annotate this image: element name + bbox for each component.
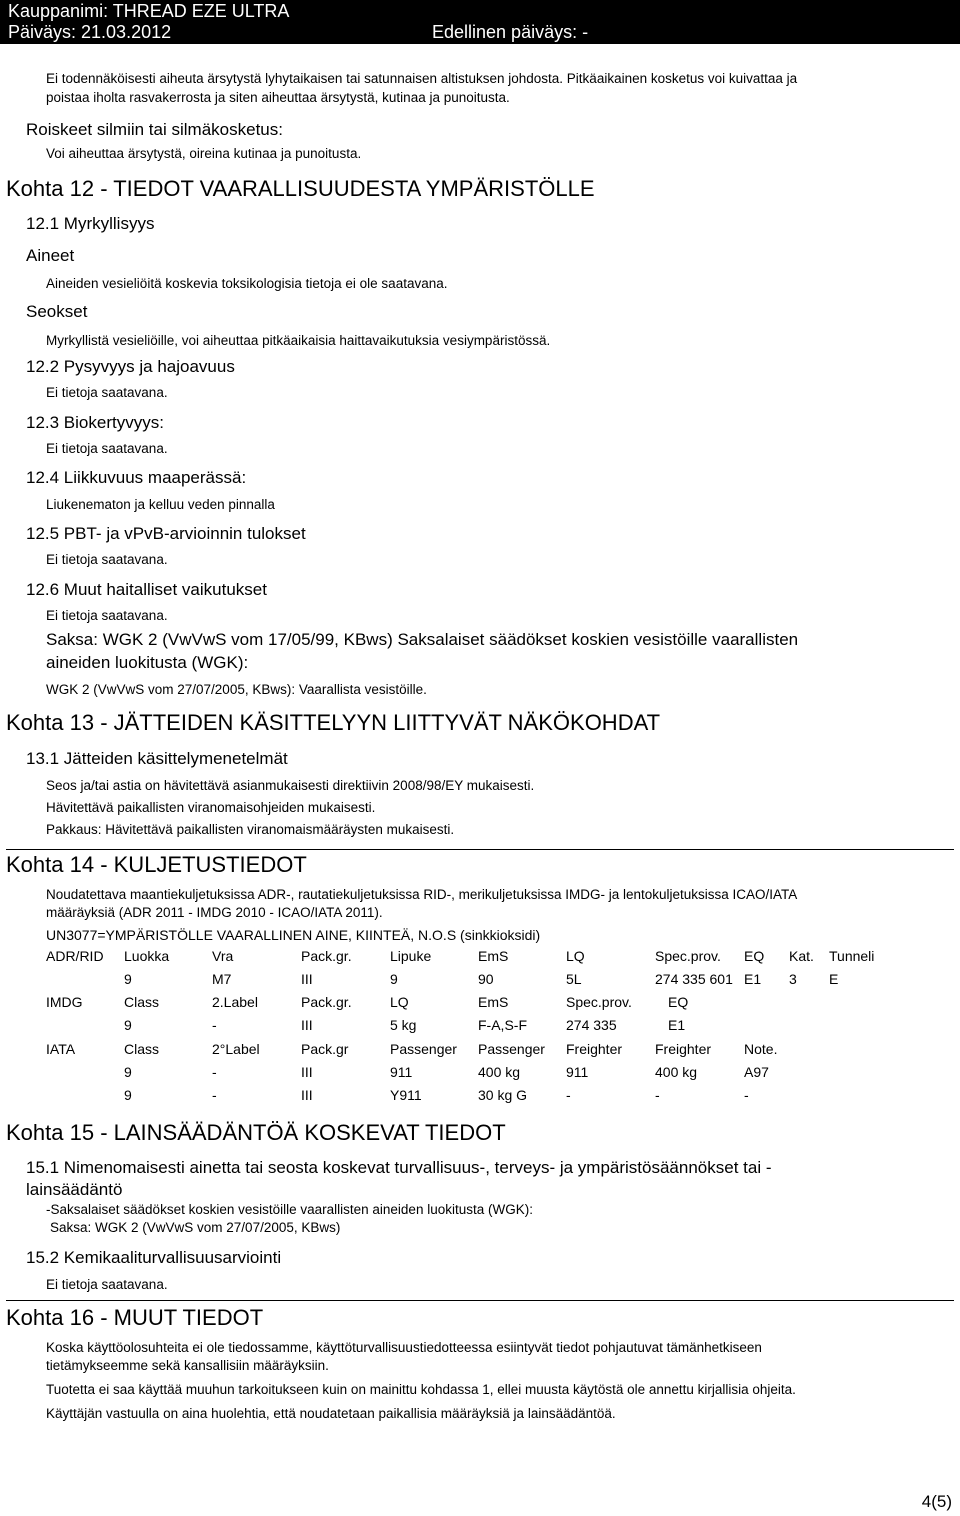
mobility-heading: 12.4 Liikkuvuus maaperässä: <box>26 468 247 487</box>
table-cell: 400 kg <box>655 1064 698 1080</box>
table-cell: EQ <box>744 948 765 964</box>
table-cell: - <box>566 1087 571 1103</box>
regulation-heading-1: 15.1 Nimenomaisesti ainetta tai seosta koskevat turvallisuus-, terveys- ja ympäristösäännökset tai - <box>26 1158 772 1177</box>
other-info-text-1: Koska käyttöolosuhteita ei ole tiedossamme, käyttöturvallisuustiedotteessa esiintyvät tiedot pohjautuvat tämänhetkiseen <box>46 1340 762 1355</box>
table-cell: 30 kg G <box>478 1087 528 1103</box>
section-15-title: Kohta 15 - LAINSÄÄDÄNTÖÄ KOSKEVAT TIEDOT <box>6 1120 506 1145</box>
table-cell: Lipuke <box>390 948 432 964</box>
waste-text-1: Seos ja/tai astia on hävitettävä asianmukaisesti direktiivin 2008/98/EY mukaisesti. <box>46 778 535 793</box>
eye-contact-text: Voi aiheuttaa ärsytystä, oireina kutinaa ja punoitusta. <box>46 146 362 161</box>
table-cell: Pack.gr <box>301 1041 349 1057</box>
mixtures-text: Myrkyllistä vesieliöille, voi aiheuttaa pitkäaikaisia haittavaikutuksia vesiympäristössä. <box>46 333 551 348</box>
table-cell: Luokka <box>124 948 170 964</box>
table-cell: Y911 <box>390 1087 422 1103</box>
bioaccumulation-text: Ei tietoja saatavana. <box>46 441 168 456</box>
waste-text-2: Hävitettävä paikallisten viranomaisohjeiden mukaisesti. <box>46 800 376 815</box>
table-cell: 3 <box>789 971 797 987</box>
table-cell: 9 <box>124 1064 132 1080</box>
table-cell: 911 <box>390 1064 413 1080</box>
table-cell: - <box>212 1017 217 1033</box>
table-cell: EQ <box>668 994 689 1010</box>
substances-text: Aineiden vesieliöitä koskevia toksikologisia tietoja ei ole saatavana. <box>46 276 448 291</box>
waste-methods-heading: 13.1 Jätteiden käsittelymenetelmät <box>26 749 288 768</box>
persistence-heading: 12.2 Pysyvyys ja hajoavuus <box>26 357 235 376</box>
table-cell: M7 <box>212 971 232 987</box>
skin-text-2: poistaa iholta rasvakerrosta ja siten aiheuttaa ärsytystä, kutinaa ja punoitusta. <box>46 90 510 105</box>
section-16-title: Kohta 16 - MUUT TIEDOT <box>6 1305 264 1330</box>
table-cell: Spec.prov. <box>655 948 721 964</box>
transport-text-2: määräyksiä (ADR 2011 - IMDG 2010 - ICAO/IATA 2011). <box>46 905 383 920</box>
table-cell: E <box>829 971 839 987</box>
table-cell: 400 kg <box>478 1064 521 1080</box>
table-cell: - <box>744 1087 749 1103</box>
table-cell: 9 <box>390 971 398 987</box>
un-number-text: UN3077=YMPÄRISTÖLLE VAARALLINEN AINE, KIINTEÄ, N.O.S (sinkkioksidi) <box>46 927 541 943</box>
previous-date: Edellinen päiväys: - <box>432 22 589 42</box>
table-cell: LQ <box>390 994 409 1010</box>
table-cell: LQ <box>566 948 585 964</box>
table-cell: A97 <box>744 1064 769 1080</box>
regulation-text-2: Saksa: WGK 2 (VwVwS vom 27/07/2005, KBws) <box>50 1220 341 1235</box>
regulation-heading-2: lainsäädäntö <box>26 1180 123 1199</box>
table-cell: 90 <box>478 971 494 987</box>
table-cell: Pack.gr. <box>301 994 352 1010</box>
chemical-safety-text: Ei tietoja saatavana. <box>46 1277 168 1292</box>
table-cell: E1 <box>744 971 762 987</box>
section-13-title: Kohta 13 - JÄTTEIDEN KÄSITTELYYN LIITTYVÄT NÄKÖKOHDAT <box>6 710 661 735</box>
table-cell: IMDG <box>46 994 83 1010</box>
divider <box>6 849 954 850</box>
page-number: 4(5) <box>921 1492 952 1511</box>
table-cell: 2°Label <box>212 1041 260 1057</box>
other-effects-heading: 12.6 Muut haitalliset vaikutukset <box>26 580 267 599</box>
table-cell: III <box>301 971 313 987</box>
table-cell: ADR/RID <box>46 948 104 964</box>
other-info-text-2: tietämykseemme sekä kansallisiin määräyksiin. <box>46 1358 329 1373</box>
table-cell: III <box>301 1064 313 1080</box>
table-cell: - <box>212 1087 217 1103</box>
document-date: Päiväys: 21.03.2012 <box>8 22 172 42</box>
other-info-text-3: Tuotetta ei saa käyttää muuhun tarkoitukseen kuin on mainittu kohdassa 1, ellei muusta käytöstä ole annettu kirjallisia ohjeita. <box>46 1382 796 1397</box>
document-header <box>0 0 960 44</box>
table-cell: III <box>301 1087 313 1103</box>
table-cell: F-A,S-F <box>478 1017 527 1033</box>
table-cell: - <box>212 1064 217 1080</box>
table-cell: 9 <box>124 1017 132 1033</box>
wgk-heading-1: Saksa: WGK 2 (VwVwS vom 17/05/99, KBws) Saksalaiset säädökset koskien vesistöille vaarallisten <box>46 630 799 649</box>
chemical-safety-heading: 15.2 Kemikaaliturvallisuusarviointi <box>26 1248 282 1267</box>
mobility-text: Liukenematon ja kelluu veden pinnalla <box>46 497 275 512</box>
table-cell: E1 <box>668 1017 686 1033</box>
table-cell: Pack.gr. <box>301 948 352 964</box>
pbt-text: Ei tietoja saatavana. <box>46 552 168 567</box>
wgk-text: WGK 2 (VwVwS vom 27/07/2005, KBws): Vaarallista vesistöille. <box>46 682 427 697</box>
skin-text-1: Ei todennäköisesti aiheuta ärsytystä lyhytaikaisen tai satunnaisen altistuksen johdosta. Pitkäaikainen kosketus voi kuivattaa ja <box>46 71 798 86</box>
pbt-heading: 12.5 PBT- ja vPvB-arvioinnin tulokset <box>26 524 306 543</box>
table-cell: 911 <box>566 1064 589 1080</box>
table-cell: IATA <box>46 1041 76 1057</box>
table-cell: - <box>655 1087 660 1103</box>
table-cell: III <box>301 1017 313 1033</box>
waste-text-3: Pakkaus: Hävitettävä paikallisten viranomaismääräysten mukaisesti. <box>46 822 455 837</box>
bioaccumulation-heading: 12.3 Biokertyvyys: <box>26 413 164 432</box>
toxicity-heading: 12.1 Myrkyllisyys <box>26 214 155 233</box>
table-cell: Freighter <box>655 1041 712 1057</box>
table-cell: EmS <box>478 994 509 1010</box>
section-14-title: Kohta 14 - KULJETUSTIEDOT <box>6 852 307 877</box>
divider <box>6 1300 954 1301</box>
table-cell: Vra <box>212 948 234 964</box>
persistence-text: Ei tietoja saatavana. <box>46 385 168 400</box>
other-effects-text: Ei tietoja saatavana. <box>46 608 168 623</box>
table-cell: 9 <box>124 1087 132 1103</box>
product-name: Kauppanimi: THREAD EZE ULTRA <box>8 1 290 21</box>
substances-heading: Aineet <box>26 246 75 265</box>
table-cell: Spec.prov. <box>566 994 632 1010</box>
regulation-text-1: -Saksalaiset säädökset koskien vesistöille vaarallisten aineiden luokitusta (WGK): <box>46 1202 533 1217</box>
other-info-text-4: Käyttäjän vastuulla on aina huolehtia, että noudatetaan paikallisia määräyksiä ja lainsäädäntöä. <box>46 1406 616 1421</box>
table-cell: 2.Label <box>212 994 258 1010</box>
transport-text-1: Noudatettava maantiekuljetuksissa ADR-, rautatiekuljetuksissa RID-, merikuljetuksissa IMDG- ja lentokuljetuksissa ICAO/IATA <box>46 887 798 902</box>
table-cell: Freighter <box>566 1041 623 1057</box>
table-cell: EmS <box>478 948 509 964</box>
table-cell: Tunneli <box>829 948 875 964</box>
table-cell: Kat. <box>789 948 814 964</box>
table-cell: 5L <box>566 971 582 987</box>
table-cell: 9 <box>124 971 132 987</box>
table-cell: 274 335 <box>566 1017 617 1033</box>
table-cell: Passenger <box>478 1041 545 1057</box>
table-cell: 274 335 601 <box>655 971 733 987</box>
table-cell: 5 kg <box>390 1017 417 1033</box>
wgk-heading-2: aineiden luokitusta (WGK): <box>46 653 249 672</box>
table-cell: Class <box>124 994 160 1010</box>
table-cell: Class <box>124 1041 160 1057</box>
section-12-title: Kohta 12 - TIEDOT VAARALLISUUDESTA YMPÄRISTÖLLE <box>6 176 595 201</box>
table-cell: Passenger <box>390 1041 457 1057</box>
table-cell: Note. <box>744 1041 778 1057</box>
mixtures-heading: Seokset <box>26 302 88 321</box>
eye-contact-title: Roiskeet silmiin tai silmäkosketus: <box>26 120 283 139</box>
